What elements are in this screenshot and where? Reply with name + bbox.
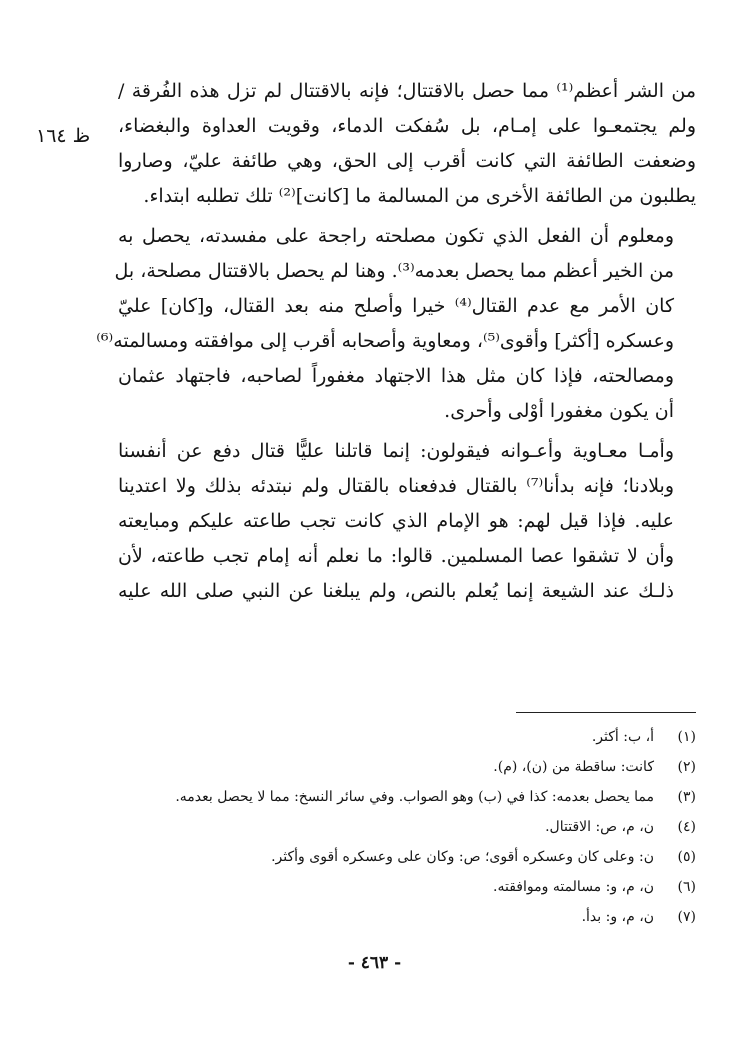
footnote-text: مما يحصل بعدمه: كذا في (ب) وهو الصواب. وفي سائر النسخ: مما لا يحصل بعدمه.	[175, 789, 654, 805]
paragraph-1	[118, 74, 696, 214]
margin-page-reference: ظ ١٦٤	[36, 125, 91, 147]
footnote-divider	[516, 712, 696, 713]
paragraph-3	[118, 434, 696, 609]
text-line: وضعفت الطائفة التي كانت أقرب إلى الحق، وهي طائفة عليّ، وصاروا	[118, 150, 696, 172]
footnote-text: ن، م، و: بدأ.	[581, 909, 654, 925]
text-line: وأمـا معـاوية وأعـوانه فيقولون: إنما قاتلنا عليًّا قتال دفع عن أنفسنا	[118, 440, 674, 462]
footnote-item	[76, 842, 696, 872]
footnote-number: (٤)	[677, 819, 696, 835]
footnotes	[76, 722, 696, 932]
footnote-number: (٦)	[677, 879, 696, 895]
page-number: - ٤٦٣ -	[347, 953, 402, 973]
footnote-text: ن، م، و: مسالمته وموافقته.	[493, 879, 654, 895]
footnote-item	[76, 902, 696, 932]
text-line: عليه. فإذا قيل لهم: هو الإمام الذي كانت تجب طاعته عليكم ومبايعته	[118, 510, 674, 532]
text-line: من الخير أعظم مما يحصل بعدمه⁽³⁾. وهنا لم يحصل بالاقتتال مصلحة، بل	[114, 260, 674, 282]
footnote-item	[76, 872, 696, 902]
footnote-item	[76, 782, 696, 812]
text-line: ولم يجتمعـوا على إمـام، بل سُفكت الدماء، وقويت العداوة والبغضاء،	[118, 115, 696, 137]
text-line: يطلبون من الطائفة الأخرى من المسالمة ما [كانت]⁽²⁾ تلك تطلبه ابتداء.	[143, 185, 696, 207]
footnote-text: كانت: ساقطة من (ن)، (م).	[493, 759, 654, 775]
footnote-item	[76, 752, 696, 782]
footnote-text: ن، م، ص: الاقتتال.	[545, 819, 654, 835]
text-line: وأن لا تشقوا عصا المسلمين. قالوا: ما نعلم أنه إمام تجب طاعته، لأن	[118, 545, 674, 567]
footnote-number: (٥)	[677, 849, 696, 865]
text-line: ذلـك عند الشيعة إنما يُعلم بالنص، ولم يبلغنا عن النبي صلى الله عليه	[118, 580, 674, 602]
text-line: ومعلوم أن الفعل الذي تكون مصلحته راجحة على مفسدته، يحصل به	[118, 225, 674, 247]
footnote-number: (١)	[677, 729, 696, 745]
text-line: من الشر أعظم⁽¹⁾ مما حصل بالاقتتال؛ فإنه بالاقتتال لم تزل هذه الفُرقة /	[118, 80, 696, 102]
text-line: وعسكره [أكثر] وأقوى⁽⁵⁾، ومعاوية وأصحابه أقرب إلى موافقته ومسالمته⁽⁶⁾	[96, 330, 674, 352]
text-line: كان الأمر مع عدم القتال⁽⁴⁾ خيرا وأصلح منه بعد القتال، و[كان] عليّ	[118, 295, 674, 317]
footnote-text: أ، ب: أكثر.	[591, 729, 654, 745]
footnote-number: (٢)	[677, 759, 696, 775]
paragraph-2	[96, 219, 696, 429]
footnote-item	[76, 722, 696, 752]
footnote-item	[76, 812, 696, 842]
footnote-text: ن: وعلى كان وعسكره أقوى؛ ص: وكان على وعسكره أقوى وأكثر.	[271, 849, 654, 865]
text-line: ومصالحته، فإذا كان مثل هذا الاجتهاد مغفوراً لصاحبه، فاجتهاد عثمان	[118, 365, 674, 387]
footnote-number: (٧)	[677, 909, 696, 925]
text-line: أن يكون مغفورا أوْلى وأحرى.	[444, 400, 674, 422]
footnote-number: (٣)	[677, 789, 696, 805]
main-text	[96, 74, 696, 609]
text-line: وبلادنا؛ فإنه بدأنا⁽⁷⁾ بالقتال فدفعناه بالقتال ولم نبتدئه بذلك ولا اعتدينا	[118, 475, 674, 497]
